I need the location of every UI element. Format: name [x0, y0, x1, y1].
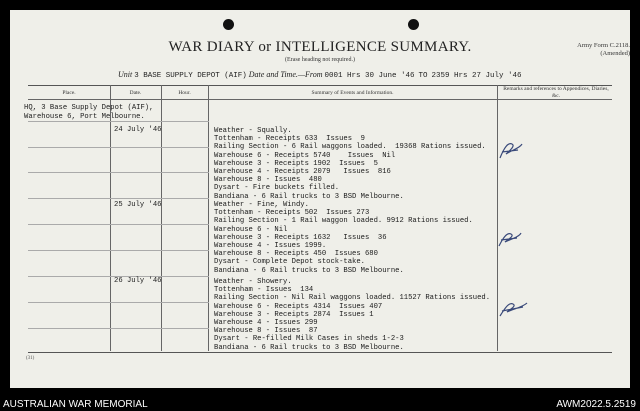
unit-label: Unit	[118, 70, 133, 79]
punch-hole	[408, 19, 419, 30]
page-subtitle: (Erase heading not required.)	[285, 57, 355, 63]
column-divider	[110, 85, 111, 351]
footer-accession-number: AWM2022.5.2519	[556, 399, 636, 410]
row-rule	[28, 198, 209, 199]
col-header-remarks: Remarks and references to Appendices, Diaries, &c.	[503, 86, 609, 99]
army-form-amended: (Amended)	[600, 50, 630, 57]
unit-value: 3 BASE SUPPLY DEPOT (AIF)	[134, 72, 247, 80]
to-label: TO	[418, 72, 428, 80]
row-rule	[28, 172, 209, 173]
entry-summary: Weather - Showery. Tottenham - Issues 134 Railing Section - Nil Rail waggons loaded. 11527 Rations issued. Warehouse 6 - Receipts 4314 Issues 407 Warehouse 3 - Receipts 2874 Issues 1 Warehouse 4 - Issues 299 Warehouse 8 - Issues 87 Dysart - Re-filled Milk Cases in sheds 1-2-3 Bandiana - 6 Rail trucks to 3 BSD Melbourne.	[214, 278, 491, 352]
handwritten-initials	[496, 138, 526, 162]
entry-summary: Weather - Fine, Windy. Tottenham - Receipts 502 Issues 273 Railing Section - 1 Rail waggon loaded. 9912 Rations issued. Warehouse 6 - Nil Warehouse 3 - Receipts 1632 Issues 36 Warehouse 4 - Issues 1999. Warehouse 8 - Receipts 450 Issues 680 Dysart - Complete Depot stock-take. Bandiana - 6 Rail trucks to 3 BSD Melbourne.	[214, 201, 473, 275]
col-header-hour: Hour.	[178, 90, 191, 96]
row-rule	[28, 224, 209, 225]
entry-date: 26 July '46	[114, 277, 162, 285]
handwritten-initials	[497, 298, 531, 320]
row-rule	[28, 250, 209, 251]
place-text: HQ, 3 Base Supply Depot (AIF), Warehouse 6, Port Melbourne.	[24, 104, 154, 121]
handwritten-initials	[495, 228, 525, 250]
row-rule	[28, 328, 209, 329]
page-number: (31)	[26, 356, 35, 361]
row-rule	[28, 302, 209, 303]
col-header-summary: Summary of Events and Information.	[311, 90, 394, 96]
unit-line	[118, 70, 522, 80]
punch-hole	[223, 19, 234, 30]
from-value: 0001 Hrs 30 June '46	[324, 72, 415, 80]
col-header-place: Place.	[62, 90, 76, 96]
column-divider	[208, 85, 209, 351]
entry-date: 25 July '46	[114, 201, 162, 209]
date-label: Date and Time.—From	[248, 70, 323, 79]
army-form-label	[577, 42, 630, 58]
entry-summary: Weather - Squally. Tottenham - Receipts 633 Issues 9 Railing Section - 6 Rail waggons loaded. 19368 Rations issued. Warehouse 6 - Receipts 5740 Issues Nil Warehouse 3 - Receipts 1902 Issues 5 Warehouse 4 - Receipts 2079 Issues 816 Warehouse 8 - Issues 480 Dysart - Fire buckets filled. Bandiana - 6 Rail trucks to 3 BSD Melbourne.	[214, 127, 486, 201]
page-title: WAR DIARY or INTELLIGENCE SUMMARY.	[168, 39, 472, 55]
footer-archive-name: AUSTRALIAN WAR MEMORIAL	[3, 399, 148, 410]
army-form-number: Army Form C.2118.	[577, 42, 630, 49]
entry-date: 24 July '46	[114, 126, 162, 134]
to-value: 2359 Hrs 27 July '46	[431, 72, 522, 80]
row-rule	[28, 147, 209, 148]
col-header-date: Date.	[129, 90, 142, 96]
column-divider	[161, 85, 162, 351]
